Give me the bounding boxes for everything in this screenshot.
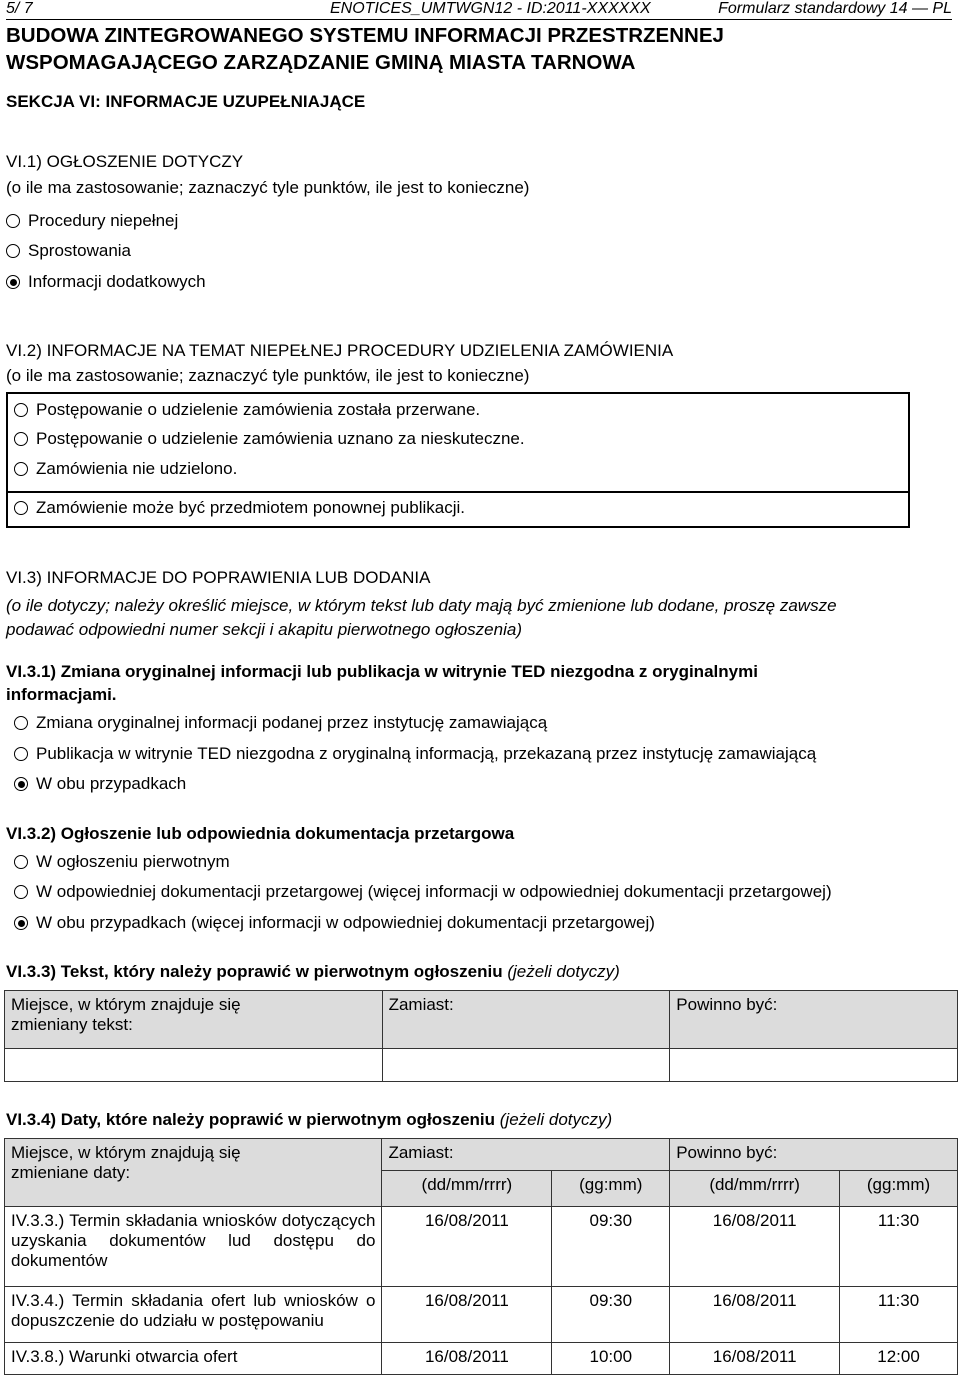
option-label: Sprostowania: [28, 241, 132, 260]
col-header-line: zmieniane daty:: [11, 1163, 131, 1182]
option-label: Zamówienia nie udzielono.: [36, 459, 238, 478]
vi31-option-obu[interactable]: [14, 774, 186, 794]
row-new-time: 11:30: [840, 1287, 958, 1343]
vi34-col-new-date: (dd/mm/rrrr): [670, 1171, 840, 1207]
row-old-date: 16/08/2011: [382, 1343, 552, 1375]
radio-icon[interactable]: [14, 885, 28, 899]
row-place: IV.3.8.) Warunki otwarcia ofert: [5, 1343, 382, 1375]
radio-icon[interactable]: [14, 855, 28, 869]
row-new-time: 11:30: [840, 1207, 958, 1287]
vi34-heading: VI.3.4) Daty, które należy poprawić w pierwotnym ogłoszeniu: [6, 1110, 496, 1129]
vi34-col-old-date: (dd/mm/rrrr): [382, 1171, 552, 1207]
row-old-date: 16/08/2011: [382, 1207, 552, 1287]
option-label: Procedury niepełnej: [28, 211, 179, 230]
vi34-heading-note: (jeżeli dotyczy): [499, 1110, 613, 1129]
vi33-col-powinno: Powinno być:: [670, 991, 958, 1049]
vi33-heading-note: (jeżeli dotyczy): [507, 962, 620, 981]
vi2-option-nieskuteczne[interactable]: [14, 429, 525, 449]
row-place: IV.3.3.) Termin składania wniosków dotyczących uzyskania dokumentów lud dostępu do dokumentów: [5, 1207, 382, 1287]
vi33-cell-powinno[interactable]: [670, 1049, 958, 1082]
vi31-option-zmiana[interactable]: [14, 713, 547, 733]
vi32-heading: VI.3.2) Ogłoszenie lub odpowiednia dokumentacja przetargowa: [6, 824, 515, 843]
col-header-line: Miejsce, w którym znajdują się: [11, 1143, 241, 1162]
row-new-date: 16/08/2011: [670, 1207, 840, 1287]
vi33-col-place: [5, 991, 383, 1049]
vi31-option-publikacja[interactable]: [14, 744, 816, 764]
row-old-time: 09:30: [552, 1207, 670, 1287]
document-title: [6, 22, 724, 76]
option-label: Zmiana oryginalnej informacji podanej przez instytucję zamawiającą: [36, 713, 548, 732]
radio-checked-icon[interactable]: [6, 275, 20, 289]
option-label: W ogłoszeniu pierwotnym: [36, 852, 230, 871]
form-type: Formularz standardowy 14 — PL: [718, 0, 952, 17]
row-new-date: 16/08/2011: [670, 1287, 840, 1343]
vi1-note: (o ile ma zastosowanie; zaznaczyć tyle punktów, ile jest to konieczne): [6, 178, 530, 197]
option-label: Publikacja w witrynie TED niezgodna z oryginalną informacją, przekazaną przez instytucję zamawiającą: [36, 744, 817, 763]
option-label: Postępowanie o udzielenie zamówienia została przerwane.: [36, 400, 481, 419]
option-label: Zamówienie może być przedmiotem ponownej publikacji.: [36, 498, 465, 517]
radio-checked-icon[interactable]: [14, 777, 28, 791]
row-new-time: 12:00: [840, 1343, 958, 1375]
col-header-line: Miejsce, w którym znajduje się: [11, 995, 241, 1014]
option-label: W odpowiedniej dokumentacji przetargowej (więcej informacji w odpowiedniej dokumentacji przetargowej): [36, 882, 832, 901]
vi34-dates-table: [4, 1138, 958, 1375]
vi33-heading: VI.3.3) Tekst, który należy poprawić w pierwotnym ogłoszeniu: [6, 962, 503, 981]
vi32-option-obu[interactable]: [14, 913, 655, 933]
row-old-time: 10:00: [552, 1343, 670, 1375]
vi34-col-place: [5, 1139, 382, 1207]
vi33-col-zamiast: Zamiast:: [382, 991, 670, 1049]
title-line-2: WSPOMAGAJĄCEGO ZARZĄDZANIE GMINĄ MIASTA TARNOWA: [6, 51, 636, 74]
vi32-option-dokumentacja[interactable]: [14, 882, 832, 902]
page-number: 5/ 7: [6, 0, 33, 17]
vi31-heading-line-2: informacjami.: [6, 685, 117, 704]
radio-checked-icon[interactable]: [14, 916, 28, 930]
radio-icon[interactable]: [6, 244, 20, 258]
option-label: W obu przypadkach: [36, 774, 187, 793]
vi2-option-przerwane[interactable]: [14, 400, 480, 420]
vi1-option-informacji[interactable]: [6, 272, 206, 292]
vi33-cell-place[interactable]: [5, 1049, 383, 1082]
section-title: SEKCJA VI: INFORMACJE UZUPEŁNIAJĄCE: [6, 92, 366, 111]
vi33-text-table: [4, 990, 958, 1082]
vi34-col-zamiast: Zamiast:: [382, 1139, 670, 1171]
radio-icon[interactable]: [14, 403, 28, 417]
box-divider: [8, 491, 908, 493]
vi34-col-powinno: Powinno być:: [670, 1139, 958, 1171]
vi34-col-old-time: (gg:mm): [552, 1171, 670, 1207]
vi2-option-nie-udzielono[interactable]: [14, 459, 237, 479]
radio-icon[interactable]: [14, 747, 28, 761]
title-line-1: BUDOWA ZINTEGROWANEGO SYSTEMU INFORMACJI PRZESTRZENNEJ: [6, 24, 724, 47]
header-rule: [6, 19, 952, 20]
notice-id: ENOTICES_UMTWGN12 - ID:2011-XXXXXX: [330, 0, 651, 17]
vi3-heading: VI.3) INFORMACJE DO POPRAWIENIA LUB DODANIA: [6, 568, 431, 587]
radio-icon[interactable]: [6, 214, 20, 228]
vi33-heading-block: [6, 962, 620, 982]
row-old-time: 09:30: [552, 1287, 670, 1343]
option-label: Postępowanie o udzielenie zamówienia uznano za nieskuteczne.: [36, 429, 525, 448]
radio-icon[interactable]: [14, 432, 28, 446]
radio-icon[interactable]: [14, 462, 28, 476]
table-row: [5, 1343, 958, 1375]
option-label: Informacji dodatkowych: [28, 272, 206, 291]
vi34-col-new-time: (gg:mm): [840, 1171, 958, 1207]
row-old-date: 16/08/2011: [382, 1287, 552, 1343]
table-row: [5, 1287, 958, 1343]
vi32-option-pierwotne[interactable]: [14, 852, 230, 872]
row-new-date: 16/08/2011: [670, 1343, 840, 1375]
vi33-cell-zamiast[interactable]: [382, 1049, 670, 1082]
vi2-note: (o ile ma zastosowanie; zaznaczyć tyle punktów, ile jest to konieczne): [6, 366, 530, 385]
vi1-option-sprostowania[interactable]: [6, 241, 131, 261]
page-header: [6, 0, 952, 22]
row-place: IV.3.4.) Termin składania ofert lub wniosków o dopuszczenie do udziału w postępowaniu: [5, 1287, 382, 1343]
option-label: W obu przypadkach (więcej informacji w odpowiedniej dokumentacji przetargowej): [36, 913, 655, 932]
vi1-option-procedury[interactable]: [6, 211, 178, 231]
vi1-heading: VI.1) OGŁOSZENIE DOTYCZY: [6, 152, 244, 171]
vi2-heading: VI.2) INFORMACJE NA TEMAT NIEPEŁNEJ PROCEDURY UDZIELENIA ZAMÓWIENIA: [6, 341, 674, 360]
table-row: [5, 1207, 958, 1287]
vi3-note-line-2: podawać odpowiedni numer sekcji i akapitu pierwotnego ogłoszenia): [6, 620, 522, 639]
vi3-note-line-1: (o ile dotyczy; należy określić miejsce, w którym tekst lub daty mają być zmienione lub dodane, proszę zawsze: [6, 596, 837, 615]
vi2-option-ponowna-publikacja[interactable]: [14, 498, 465, 518]
col-header-line: zmieniany tekst:: [11, 1015, 133, 1034]
vi34-heading-block: [6, 1110, 612, 1130]
vi31-heading-line-1: VI.3.1) Zmiana oryginalnej informacji lub publikacja w witrynie TED niezgodna z oryginalnymi: [6, 662, 758, 681]
radio-icon[interactable]: [14, 716, 28, 730]
radio-icon[interactable]: [14, 501, 28, 515]
